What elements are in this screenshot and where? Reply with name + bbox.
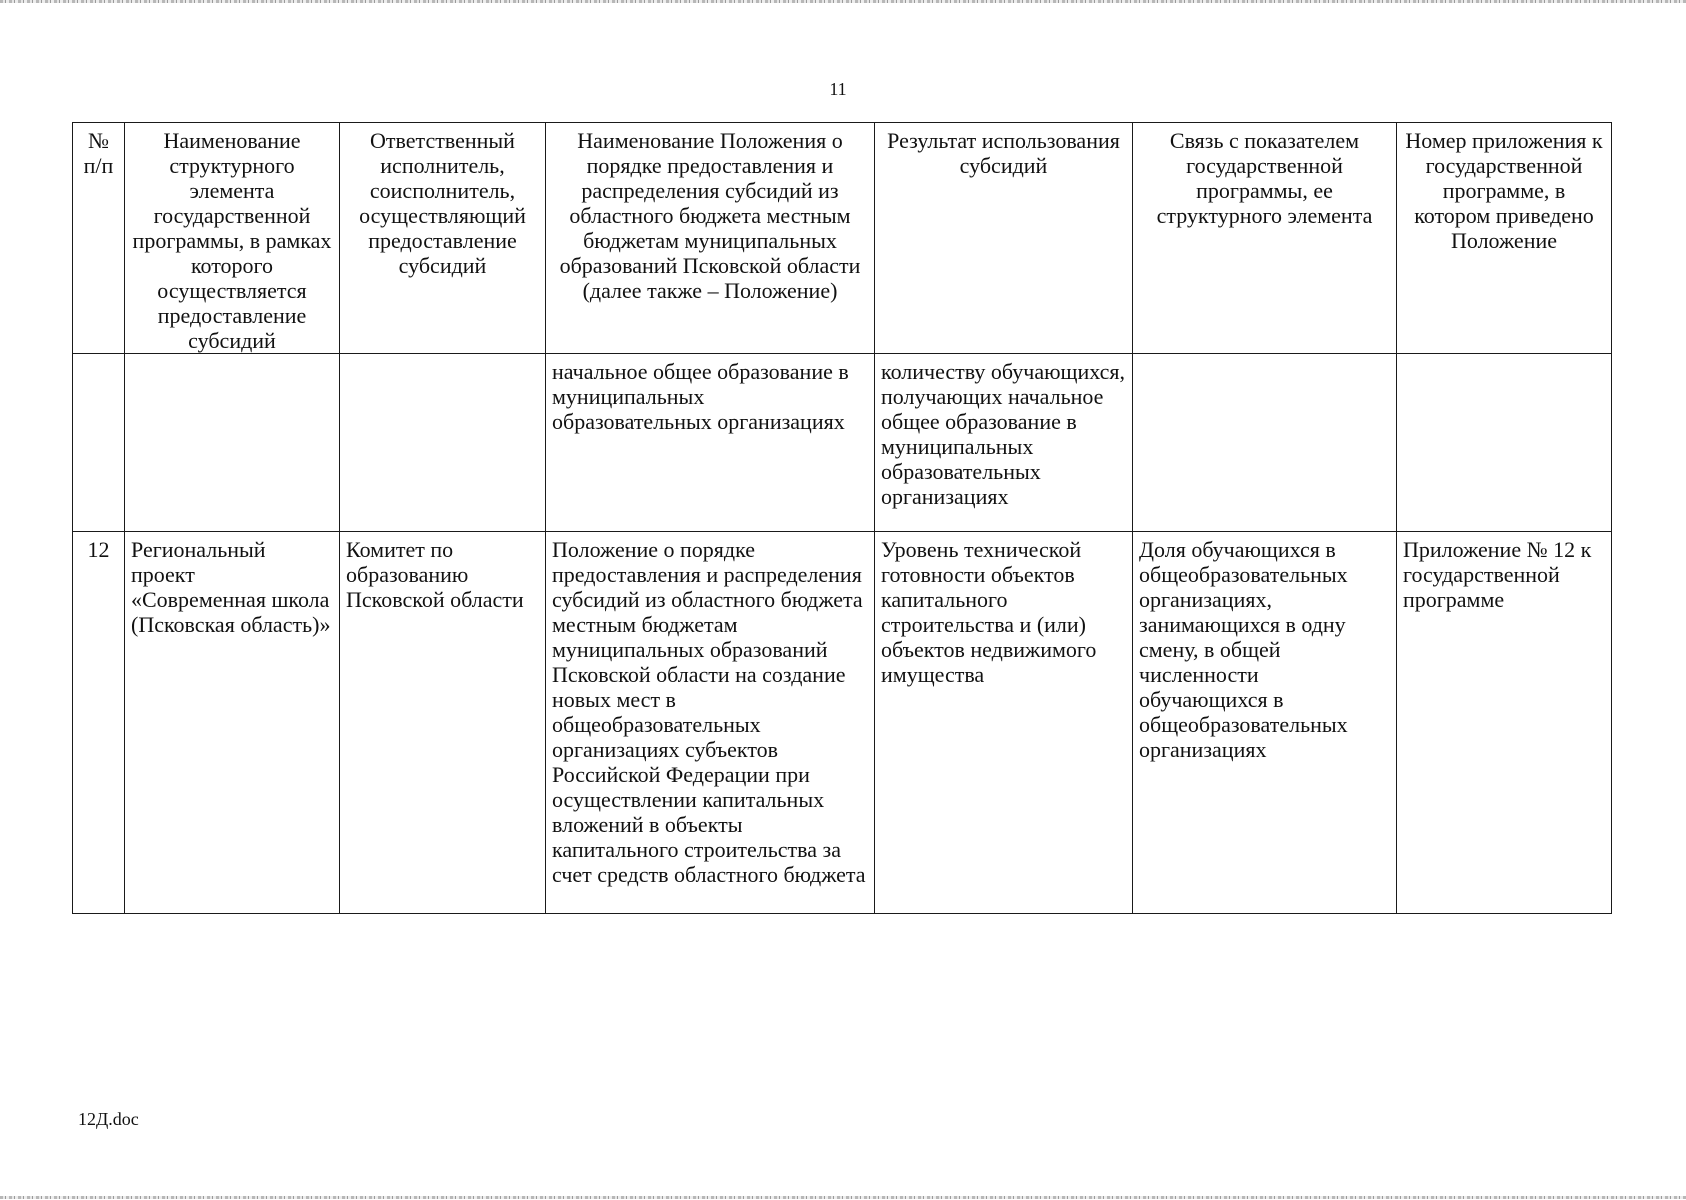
table-cell: количеству обучающихся, получающих начальное общее образование в муниципальных образовательных организациях	[875, 354, 1133, 532]
header-regulation-name: Наименование Положения о порядке предоставления и распределения субсидий из областного бюджета местным бюджетам муниципальных образований Псковской области (далее также – Положение)	[546, 123, 875, 354]
table-cell	[125, 354, 340, 532]
page-number: 11	[829, 79, 847, 99]
table-cell: Приложение № 12 к государственной программе	[1397, 532, 1612, 914]
table-cell: 12	[73, 532, 125, 914]
table-cell: Положение о порядке предоставления и распределения субсидий из областного бюджета местным бюджетам муниципальных образований Псковской области на создание новых мест в общеобразовательных организациях субъектов Российской Федерации при осуществлении капитальных вложений в объекты капитального строительства за счет средств областного бюджета	[546, 532, 875, 914]
header-structural-element: Наименование структурного элемента государственной программы, в рамках которого осуществляется предоставление субсидий	[125, 123, 340, 354]
table-cell	[1397, 354, 1612, 532]
scan-bottom-edge	[0, 1196, 1686, 1199]
subsidy-table	[72, 122, 1612, 914]
table-cell: Региональный проект «Современная школа (Псковская область)»	[125, 532, 340, 914]
table-cell: Комитет по образованию Псковской области	[340, 532, 546, 914]
table-cell: Уровень технической готовности объектов капитального строительства и (или) объектов недвижимого имущества	[875, 532, 1133, 914]
table-header-row	[73, 123, 1612, 354]
header-indicator-link: Связь с показателем государственной программы, ее структурного элемента	[1133, 123, 1397, 354]
header-executor: Ответственный исполнитель, соисполнитель, осуществляющий предоставление субсидий	[340, 123, 546, 354]
table-row	[73, 354, 1612, 532]
table-row	[73, 532, 1612, 914]
header-appendix-number: Номер приложения к государственной программе, в котором приведено Положение	[1397, 123, 1612, 354]
table-cell: начальное общее образование в муниципальных образовательных организациях	[546, 354, 875, 532]
table-cell	[73, 354, 125, 532]
table-cell	[1133, 354, 1397, 532]
table-cell: Доля обучающихся в общеобразовательных организациях, занимающихся в одну смену, в общей численности обучающихся в общеобразовательных организациях	[1133, 532, 1397, 914]
header-result: Результат использования субсидий	[875, 123, 1133, 354]
footer-filename: 12Д.doc	[78, 1109, 139, 1129]
header-number: № п/п	[73, 123, 125, 354]
table-cell	[340, 354, 546, 532]
scan-top-edge	[0, 0, 1686, 3]
